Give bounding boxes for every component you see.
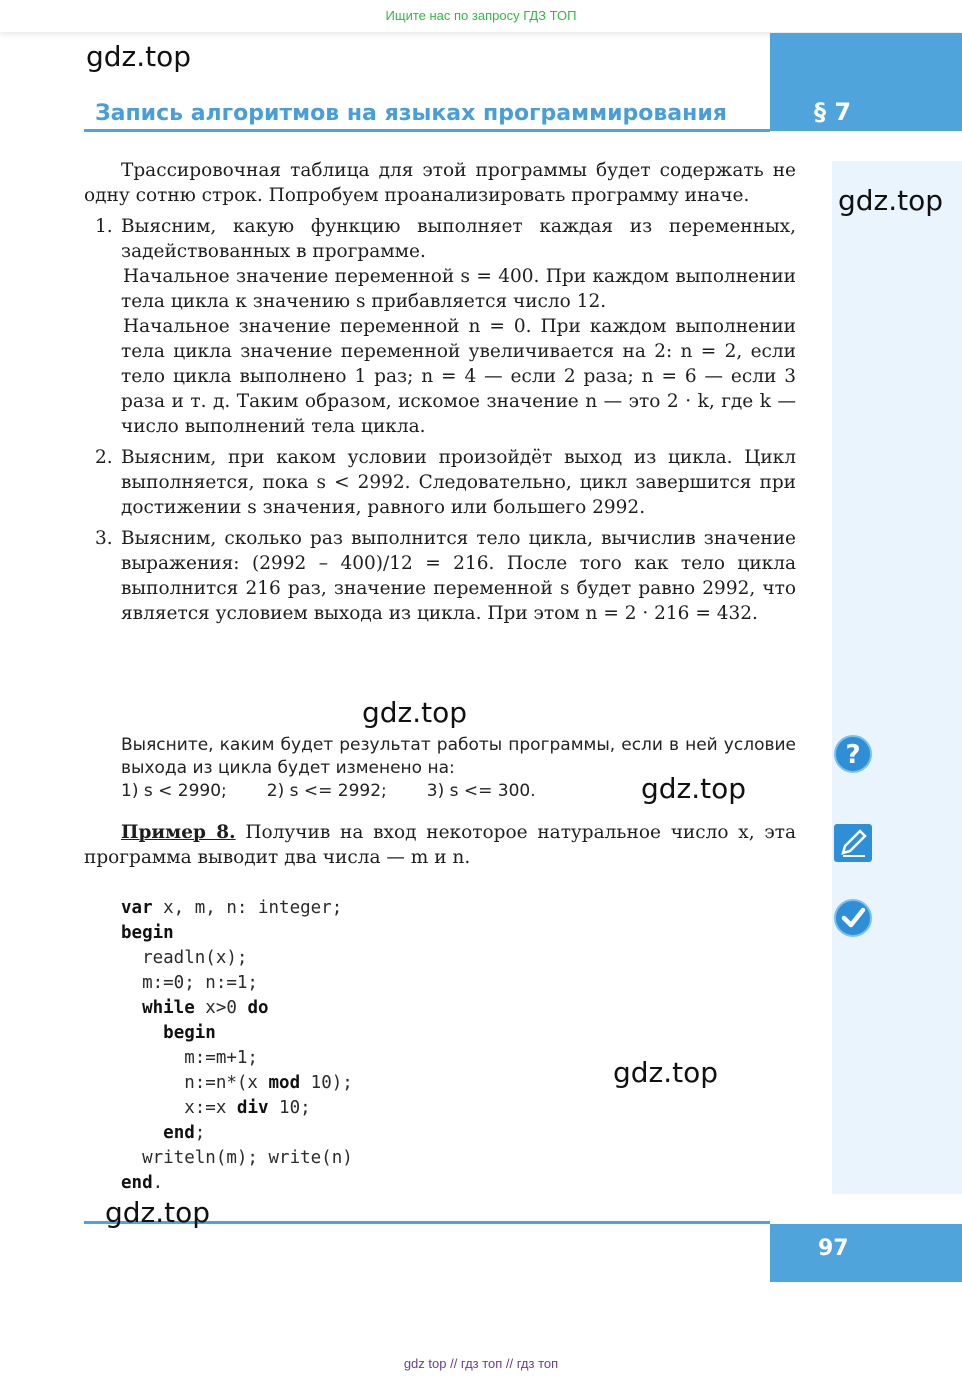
code-line: readln(x); bbox=[121, 948, 248, 968]
code-line: begin bbox=[163, 1023, 216, 1043]
watermark: gdz.top bbox=[362, 696, 468, 729]
question-option: 2) s <= 2992; bbox=[266, 781, 387, 801]
example-paragraph bbox=[84, 820, 796, 870]
list-item bbox=[84, 214, 796, 264]
top-banner[interactable]: Ищите нас по запросу ГДЗ ТОП bbox=[0, 0, 962, 32]
code-line: begin bbox=[121, 923, 174, 943]
section-number: § 7 bbox=[814, 98, 852, 126]
example-label: Пример 8. bbox=[121, 822, 236, 843]
list-item-text: Выясним, при каком условии произойдёт выход из цикла. Цикл выполняется, пока s < 2992. Следовательно, цикл завершится при достижении s значения, равного или большего 2992. bbox=[121, 447, 796, 518]
list-number: 2. bbox=[95, 447, 113, 468]
list-subparagraph bbox=[84, 264, 796, 314]
body-text bbox=[84, 158, 796, 626]
page-number: 97 bbox=[818, 1236, 849, 1261]
list-subparagraph bbox=[84, 314, 796, 439]
pencil-icon bbox=[833, 823, 873, 863]
code-line: var x, m, n: integer; bbox=[121, 898, 343, 918]
code-line: m:=m+1; bbox=[121, 1048, 258, 1068]
example-text: Получив на вход некоторое натуральное число x, эта программа выводит два числа — m и n. bbox=[84, 822, 796, 868]
list-item-text: Выясним, сколько раз выполнится тело цикла, вычислив значение выражения: (2992 – 400)/12 = 216. После того как тело цикла выполнится 216 раз, значение переменной s будет равно 2992, что является условием выхода из цикла. При этом n = 2 · 216 = 432. bbox=[121, 528, 796, 624]
footer-links[interactable]: gdz top // гдз топ // гдз топ bbox=[403, 1356, 559, 1371]
list-number: 1. bbox=[95, 216, 113, 237]
list-number: 3. bbox=[95, 528, 113, 549]
code-line: while x>0 do bbox=[142, 998, 269, 1018]
question-icon bbox=[833, 734, 873, 774]
header-divider bbox=[84, 129, 770, 132]
section-tab bbox=[770, 33, 962, 131]
check-icon bbox=[833, 898, 873, 938]
watermark: gdz.top bbox=[641, 772, 747, 805]
watermark: gdz.top bbox=[86, 40, 192, 73]
svg-text:?: ? bbox=[845, 740, 861, 770]
list-item bbox=[84, 526, 796, 626]
code-line: n:=n*(x mod 10); bbox=[121, 1073, 353, 1093]
code-listing bbox=[121, 896, 353, 1196]
code-line: writeln(m); write(n) bbox=[121, 1148, 353, 1168]
watermark: gdz.top bbox=[613, 1056, 719, 1089]
list-item-text: Начальное значение переменной s = 400. При каждом выполнении тела цикла к значению s прибавляется число 12. bbox=[121, 266, 796, 312]
code-line: end. bbox=[121, 1173, 164, 1193]
list-item bbox=[84, 445, 796, 520]
intro-paragraph: Трассировочная таблица для этой программы будет содержать не одну сотню строк. Попробуем проанализировать программу иначе. bbox=[84, 160, 796, 206]
code-line: x:=x div 10; bbox=[121, 1098, 311, 1118]
list-item-text: Выясним, какую функцию выполняет каждая из переменных, задействованных в программе. bbox=[121, 216, 796, 262]
page-number-tab bbox=[770, 1224, 962, 1282]
page-title: Запись алгоритмов на языках программирования bbox=[95, 101, 727, 126]
margin-strip bbox=[832, 161, 962, 1194]
list-item-text: Начальное значение переменной n = 0. При каждом выполнении тела цикла значение переменной увеличивается на 2: n = 2, если тело цикла выполнено 1 раз; n = 4 — если 2 раза; n = 6 — если 3 раза и т. д. Таким образом, искомое значение n — это 2 · k, где k — число выполнений тела цикла. bbox=[121, 316, 796, 437]
question-text: Выясните, каким будет результат работы программы, если в ней условие выхода из цикла будет изменено на: bbox=[121, 735, 796, 778]
code-line: m:=0; n:=1; bbox=[121, 973, 258, 993]
code-line: end; bbox=[163, 1123, 206, 1143]
question-option: 3) s <= 300. bbox=[426, 781, 536, 801]
watermark: gdz.top bbox=[838, 184, 944, 217]
watermark: gdz.top bbox=[105, 1196, 211, 1229]
question-option: 1) s < 2990; bbox=[121, 781, 227, 801]
